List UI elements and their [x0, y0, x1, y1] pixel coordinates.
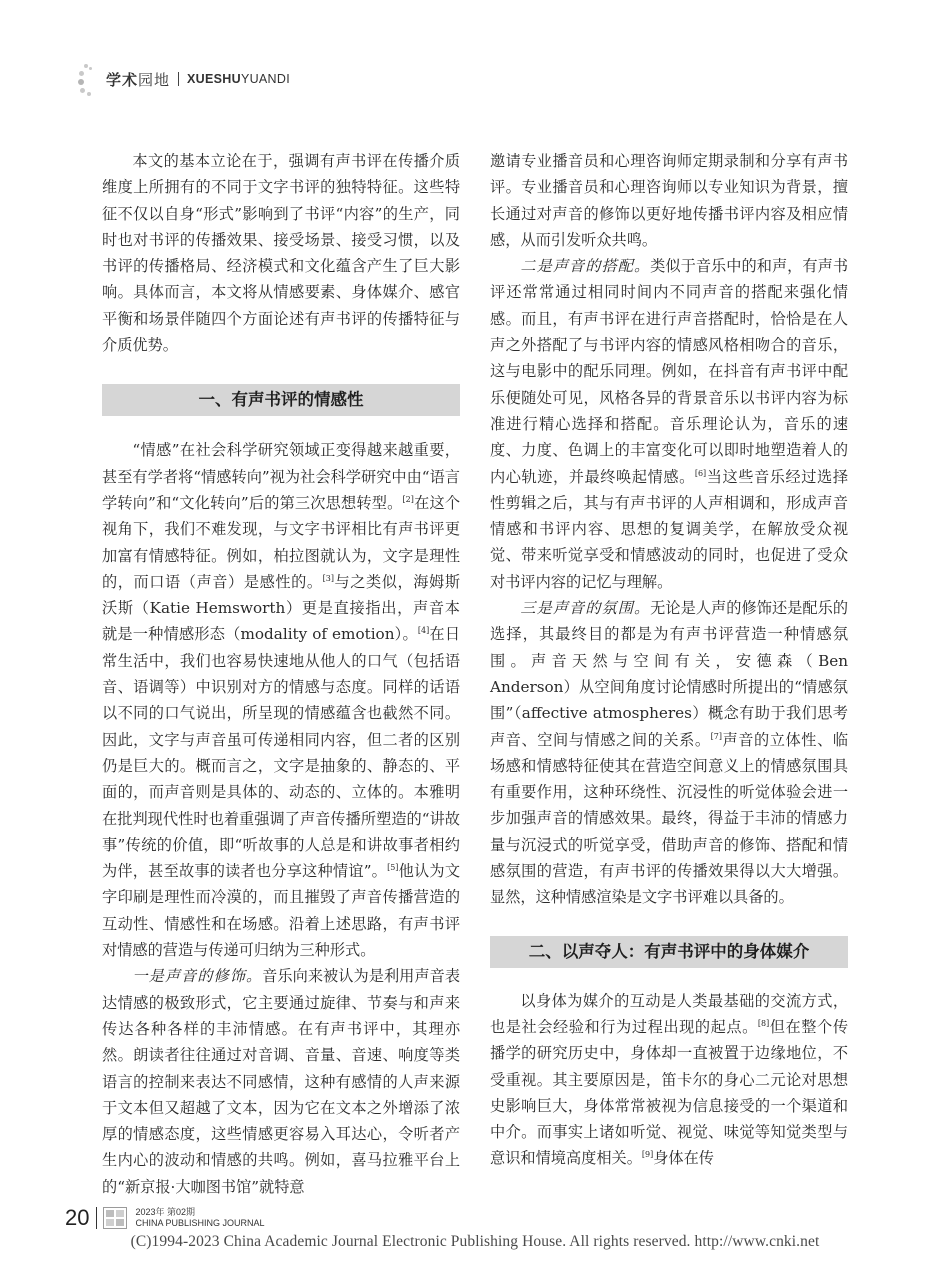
journal-info [135, 1207, 264, 1229]
voice-atmosphere-lead: 三是声音的氛围。 [520, 599, 651, 618]
section-heading-1: 一、有声书评的情感性 [102, 384, 460, 416]
header-divider [178, 72, 179, 86]
voice-modification-lead: 一是声音的修饰。 [132, 967, 263, 986]
journal-logo-icon [103, 1207, 127, 1229]
page-number: 20 [65, 1205, 90, 1230]
journal-name-en: CHINA PUBLISHING JOURNAL [135, 1218, 265, 1228]
section-label-en: XUESHUYUANDI [187, 72, 290, 86]
page-footer [65, 1205, 265, 1231]
emotion-paragraph: “情感”在社会科学研究领域正变得越来越重要，甚至有学者将“情感转向”视为社会科学研究中由“语言学转向”和“文化转向”后的第三次思想转型。[2]在这个视角下，我们不难发现，与文字书评相比有声书评更加富有情感特征。例如，柏拉图就认为，文字是理性的，而口语（声音）是感性的。[3]与之类似，海姆斯沃斯（Katie Hemsworth）更是直接指出，声音本就是一种情感形态（modality of emotion）。[4]在日常生活中，我们也容易快速地从他人的口气（包括语音、语调等）中识别对方的情感与态度。同样的话语以不同的口气说出，所呈现的情感蕴含也截然不同。因此，文字与声音虽可传递相同内容，但二者的区别仍是巨大的。概而言之，文字是抽象的、静态的、平面的，而声音则是具体的、动态的、立体的。本雅明在批判现代性时也着重强调了声音传播所塑造的“讲故事”传统的价值，即“听故事的人总是和讲故事者相约为伴，甚至故事的读者也分享这种情谊”。[5]他认为文字印刷是理性而冷漠的，而且摧毁了声音传播营造的互动性、情感性和在场感。沿着上述思路，有声书评对情感的营造与传递可归纳为三种形式。 [102, 441, 461, 960]
voice-atmosphere-paragraph: 三是声音的氛围。无论是人声的修饰还是配乐的选择，其最终目的都是为有声书评营造一种情感氛围。声音天然与空间有关，安德森（Ben Anderson）从空间角度讨论情感时所提出的“情感氛围”（affective atmospheres）概念有助于我们思考声音、空间与情感之间的关系。[7]声音的立体性、临场感和情感特征使其在营造空间意义上的情感氛围具有重要作用，这种环绕性、沉浸性的听觉体验会进一步加强声音的情感效果。最终，得益于丰沛的情感力量与沉浸式的听觉享受，借助声音的修饰、搭配和情感氛围的营造，有声书评的传播效果得以大大增强。显然，这种情感渲染是文字书评难以具备的。 [490, 599, 849, 907]
copyright-notice: (C)1994-2023 China Academic Journal Electronic Publishing House. All rights reserved. http://www.cnki.net [130, 1233, 820, 1250]
intro-paragraph: 本文的基本立论在于，强调有声书评在传播介质维度上所拥有的不同于文字书评的独特特征。这些特征不仅以自身“形式”影响到了书评“内容”的生产，同时也对书评的传播效果、接受场景、接受习惯，以及书评的传播格局、经济模式和文化蕴含产生了巨大影响。具体而言，本文将从情感要素、身体媒介、感官平衡和场景伴随四个方面论述有声书评的传播特征与介质优势。 [102, 152, 460, 355]
voice-modification-paragraph: 一是声音的修饰。音乐向来被认为是利用声音表达情感的极致形式，它主要通过旋律、节奏与和声来传达各种各样的丰沛情感。在有声书评中，其理亦然。朗读者往往通过对音调、音量、音速、响度等类语言的控制来表达不同感情，这种有感情的人声来源于文本但又超越了文本，因为它在文本之外增添了浓厚的情感态度，这些情感更容易入耳达心，令听者产生内心的波动和情感的共鸣。例如，喜马拉雅平台上的“新京报·大咖图书馆”就特意 [102, 967, 461, 1196]
issue-label: 2023年 第02期 [135, 1207, 196, 1217]
voice-combination-paragraph: 二是声音的搭配。类似于音乐中的和声，有声书评还常常通过相同时间内不同声音的搭配来强化情感。而且，有声书评在进行声音搭配时，恰恰是在人声之外搭配了与书评内容的情感风格相吻合的音乐，这与电影中的配乐同理。例如，在抖音有声书评中配乐便随处可见，风格各异的背景音乐以书评内容为标准进行精心选择和搭配。音乐理论认为，音乐的速度、力度、色调上的丰富变化可以即时地塑造着人的内心轨迹，并最终唤起情感。[6]当这些音乐经过选择性剪辑之后，其与有声书评的人声相调和，形成声音情感和书评内容、思想的复调美学，在解放受众视觉、带来听觉享受和情感波动的同时，也促进了受众对书评内容的记忆与理解。 [490, 257, 849, 591]
page-header [78, 62, 290, 96]
section-heading-2: 二、以声夺人：有声书评中的身体媒介 [490, 936, 848, 968]
section-label-cn: 学术园地 [106, 70, 171, 89]
left-column [102, 148, 460, 1200]
body-medium-paragraph: 以身体为媒介的互动是人类最基础的交流方式，也是社会经验和行为过程出现的起点。[8]但在整个传播学的研究历史中，身体却一直被置于边缘地位，不受重视。其主要原因是，笛卡尔的身心二元论对思想史影响巨大，身体常常被视为信息接受的一个渠道和中介。而事实上诸如听觉、视觉、味觉等知觉类型与意识和情境高度相关。[9]身体在传 [490, 991, 849, 1168]
voice-combination-lead: 二是声音的搭配。 [520, 257, 651, 276]
continued-paragraph: 邀请专业播音员和心理咨询师定期录制和分享有声书评。专业播音员和心理咨询师以专业知识为背景，擅长通过对声音的修饰以更好地传播书评内容及相应情感，从而引发听众共鸣。 [490, 152, 848, 249]
decorative-dots-icon [78, 62, 100, 96]
right-column [490, 148, 848, 1172]
footer-divider [96, 1207, 97, 1229]
